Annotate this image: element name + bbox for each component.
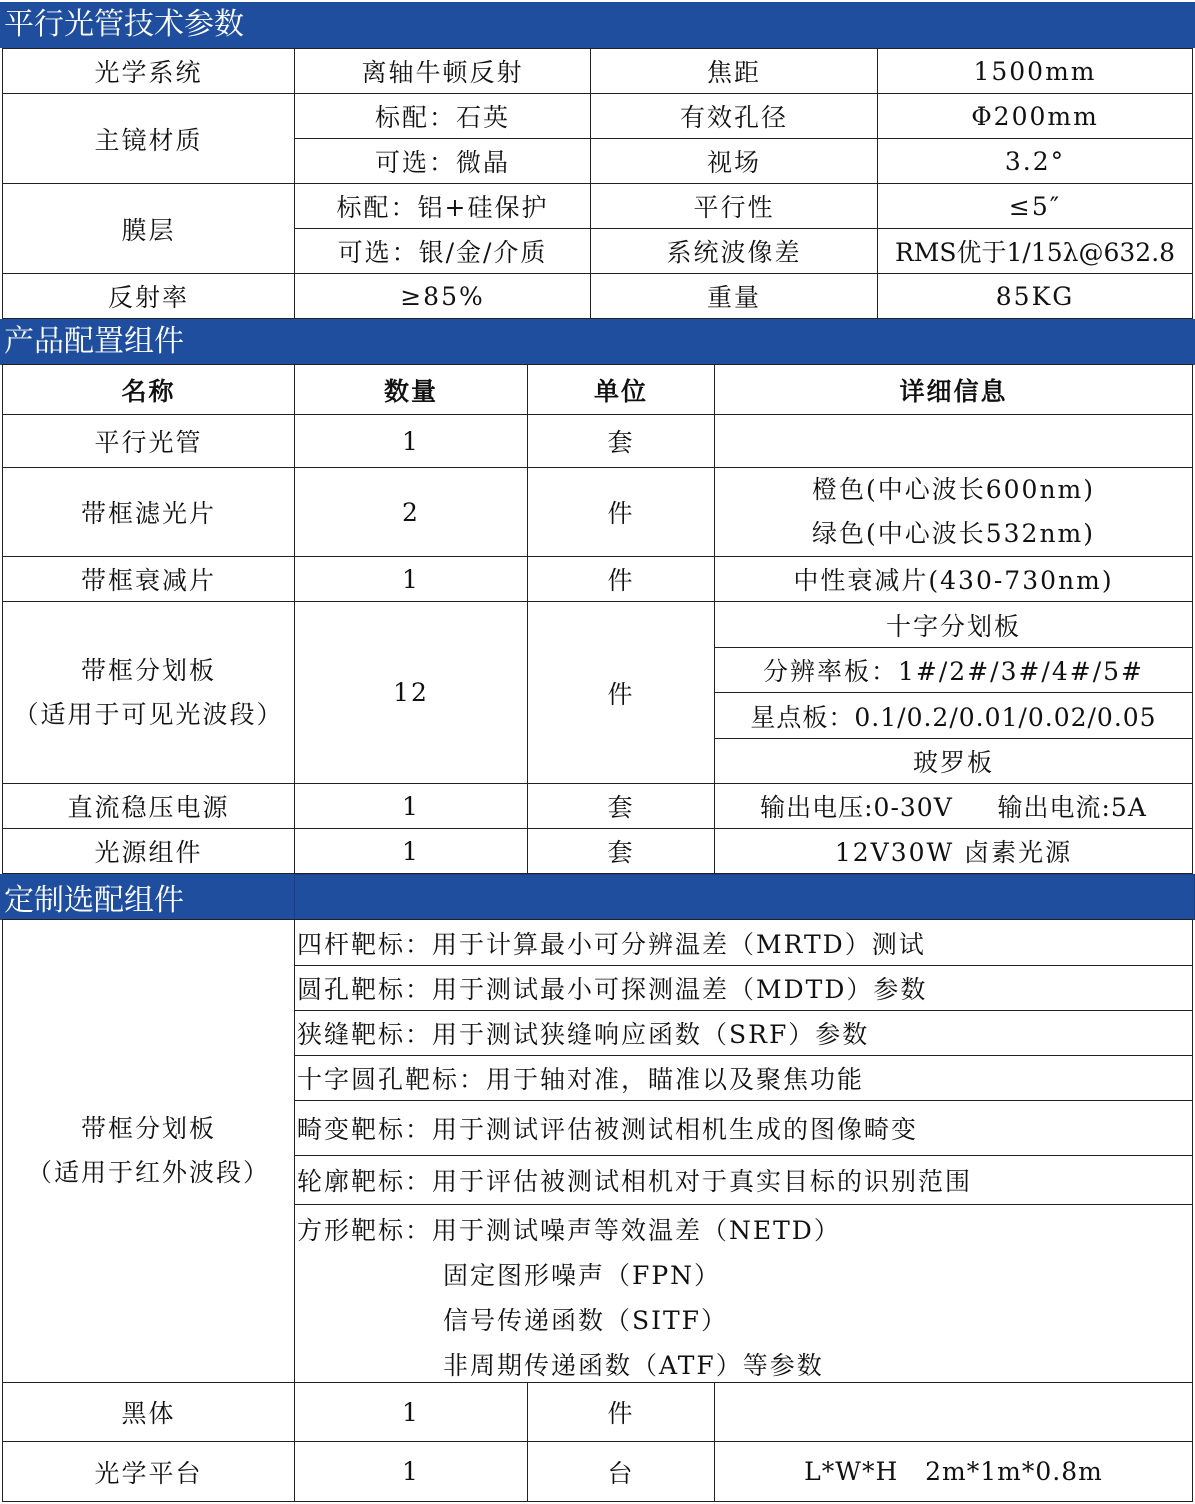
- label-focal-length: 焦距: [590, 48, 878, 94]
- square-target-fpn: 固定图形噪声（FPN）: [443, 1261, 722, 1290]
- value-reflectivity: ≥85%: [294, 273, 591, 319]
- label-reflectivity: 反射率: [2, 273, 295, 319]
- square-target-line1: 方形靶标：用于测试噪声等效温差（NETD）: [297, 1216, 841, 1245]
- reticle-porro: 玻罗板: [714, 738, 1193, 784]
- item-name: 带框衰减片: [2, 556, 295, 602]
- value-weight: 85KG: [877, 273, 1193, 319]
- item-quantity: 1: [294, 556, 528, 602]
- item-quantity: 1: [294, 828, 528, 874]
- item-name: 带框滤光片: [2, 467, 295, 557]
- item-name: 黑体: [2, 1382, 295, 1442]
- value-coating-standard: 标配：铝+硅保护: [294, 183, 591, 229]
- section-band-fill: [294, 874, 1195, 920]
- item-quantity: 2: [294, 467, 528, 557]
- item-quantity: 12: [294, 601, 528, 784]
- label-coating: 膜层: [2, 183, 295, 274]
- label-wavefront-error: 系统波像差: [590, 228, 878, 274]
- ir-group-line1: 带框分划板: [80, 1114, 216, 1143]
- item-name: [2, 601, 295, 784]
- header-name: 名称: [2, 364, 295, 415]
- item-name-line2: （适用于可见光波段）: [13, 699, 284, 729]
- label-aperture: 有效孔径: [590, 93, 878, 139]
- item-quantity: 1: [294, 1441, 528, 1502]
- value-mirror-standard: 标配：石英: [294, 93, 591, 139]
- item-name-line1: 带框分划板: [80, 655, 216, 685]
- item-details: [714, 1382, 1193, 1442]
- square-target-sitf: 信号传递函数（SITF）: [443, 1306, 729, 1335]
- ir-reticle-group-name: [2, 919, 295, 1383]
- target-square: [294, 1204, 1193, 1383]
- item-details: [714, 414, 1193, 468]
- item-unit: 件: [527, 601, 715, 784]
- value-optical-system: 离轴牛顿反射: [294, 48, 591, 94]
- value-mirror-optional: 可选：微晶: [294, 138, 591, 184]
- header-details: 详细信息: [714, 364, 1193, 415]
- value-coating-optional: 可选：银/金/介质: [294, 228, 591, 274]
- value-aperture: Φ200mm: [877, 93, 1193, 139]
- label-parallelism: 平行性: [590, 183, 878, 229]
- item-unit: 台: [527, 1441, 715, 1502]
- item-name: 平行光管: [2, 414, 295, 468]
- item-unit: 套: [527, 783, 715, 829]
- filter-green: 绿色(中心波长532nm): [811, 519, 1096, 548]
- section-title-custom: 定制选配组件: [0, 874, 295, 920]
- item-unit: 套: [527, 828, 715, 874]
- item-unit: 件: [527, 467, 715, 557]
- reticle-crosshair: 十字分划板: [714, 601, 1193, 648]
- item-details: 中性衰减片(430-730nm): [714, 556, 1193, 602]
- filter-orange: 橙色(中心波长600nm): [811, 475, 1096, 504]
- label-weight: 重量: [590, 273, 878, 319]
- item-unit: 套: [527, 414, 715, 468]
- label-optical-system: 光学系统: [2, 48, 295, 94]
- item-details: [714, 467, 1193, 557]
- item-name: 直流稳压电源: [2, 783, 295, 829]
- target-cross-hole: 十字圆孔靶标：用于轴对准，瞄准以及聚焦功能: [294, 1055, 1193, 1101]
- target-contour: 轮廓靶标：用于评估被测试相机对于真实目标的识别范围: [294, 1155, 1193, 1205]
- item-quantity: 1: [294, 1382, 528, 1442]
- item-quantity: 1: [294, 414, 528, 468]
- item-unit: 件: [527, 556, 715, 602]
- reticle-resolution: 分辨率板：1#/2#/3#/4#/5#: [714, 647, 1193, 693]
- item-name: 光源组件: [2, 828, 295, 874]
- target-circular-hole: 圆孔靶标：用于测试最小可探测温差（MDTD）参数: [294, 965, 1193, 1011]
- label-mirror-material: 主镜材质: [2, 93, 295, 184]
- value-field-of-view: 3.2°: [877, 138, 1193, 184]
- item-quantity: 1: [294, 783, 528, 829]
- item-unit: 件: [527, 1382, 715, 1442]
- item-details: L*W*H 2m*1m*0.8m: [714, 1441, 1193, 1502]
- value-focal-length: 1500mm: [877, 48, 1193, 94]
- ir-group-line2: （适用于红外波段）: [26, 1158, 270, 1187]
- value-parallelism: ≤5″: [877, 183, 1193, 229]
- header-quantity: 数量: [294, 364, 528, 415]
- item-details: 12V30W 卤素光源: [714, 828, 1193, 874]
- section-title-configuration: 产品配置组件: [0, 319, 1195, 365]
- target-slit: 狭缝靶标：用于测试狭缝响应函数（SRF）参数: [294, 1010, 1193, 1056]
- value-wavefront-error: RMS优于1/15λ@632.8: [877, 228, 1193, 274]
- label-field-of-view: 视场: [590, 138, 878, 184]
- reticle-star-point: 星点板：0.1/0.2/0.01/0.02/0.05: [714, 692, 1193, 739]
- item-name: 光学平台: [2, 1441, 295, 1502]
- target-four-bar: 四杆靶标：用于计算最小可分辨温差（MRTD）测试: [294, 919, 1193, 966]
- header-unit: 单位: [527, 364, 715, 415]
- target-distortion: 畸变靶标：用于测试评估被测试相机生成的图像畸变: [294, 1100, 1193, 1156]
- section-title-optics: 平行光管技术参数: [0, 2, 1195, 48]
- item-details: 输出电压:0-30V 输出电流:5A: [714, 783, 1193, 829]
- square-target-atf: 非周期传递函数（ATF）等参数: [443, 1351, 824, 1380]
